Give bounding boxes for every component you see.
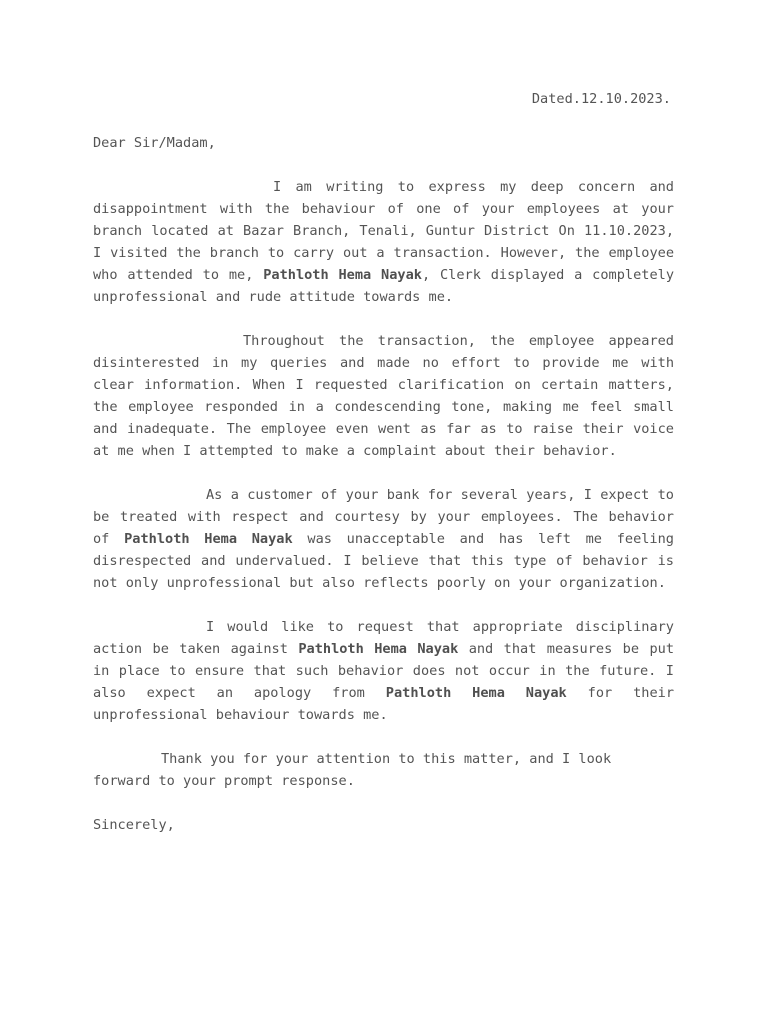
paragraph-1-text-b: , Clerk displayed a completely unprofessional and rude attitude towards me. — [93, 267, 675, 305]
closing: Sincerely, — [93, 817, 175, 833]
paragraph-5 — [93, 748, 674, 792]
employee-name: Pathloth Hema Nayak — [298, 641, 459, 657]
salutation: Dear Sir/Madam, — [93, 135, 216, 151]
paragraph-5-text: Thank you for your attention to this matter, and I look forward to your prompt response. — [93, 751, 612, 789]
employee-name: Pathloth Hema Nayak — [124, 531, 293, 547]
paragraph-1-text-a: I am writing to express my deep concern and disappointment with the behaviour of one of your employees at your branch located at Bazar Branch, Tenali, Guntur District On 11.10.2023, I visited the branch to carry out a transaction. However, the employee who attended to me, — [93, 179, 674, 283]
paragraph-3 — [93, 484, 674, 594]
letter-page — [93, 88, 674, 836]
letter-date: Dated.12.10.2023. — [531, 91, 671, 107]
employee-name: Pathloth Hema Nayak — [385, 685, 567, 701]
paragraph-4-text-a: I would like to request that appropriate disciplinary action be taken against — [93, 619, 674, 657]
paragraph-2 — [93, 330, 674, 462]
paragraph-3-text-a: As a customer of your bank for several years, I expect to be treated with respect and courtesy by your employees. The behavior of — [93, 487, 674, 547]
paragraph-4 — [93, 616, 674, 726]
paragraph-4-text-b: and that measures be put in place to ensure that such behavior does not occur in the future. I also expect an apology from — [93, 641, 675, 701]
paragraph-1 — [93, 176, 674, 308]
paragraph-2-text: Throughout the transaction, the employee appeared disinterested in my queries and made no effort to provide me with clear information. When I requested clarification on certain matters, the employee responded in a condescending tone, making me feel small and inadequate. The employee even went as far as to raise their voice at me when I attempted to make a complaint about their behavior. — [93, 333, 674, 459]
employee-name: Pathloth Hema Nayak — [263, 267, 422, 283]
paragraph-4-text-c: for their unprofessional behaviour towards me. — [93, 685, 675, 723]
paragraph-3-text-b: was unacceptable and has left me feeling disrespected and undervalued. I believe that this type of behavior is not only unprofessional but also reflects poorly on your organization. — [93, 531, 674, 591]
